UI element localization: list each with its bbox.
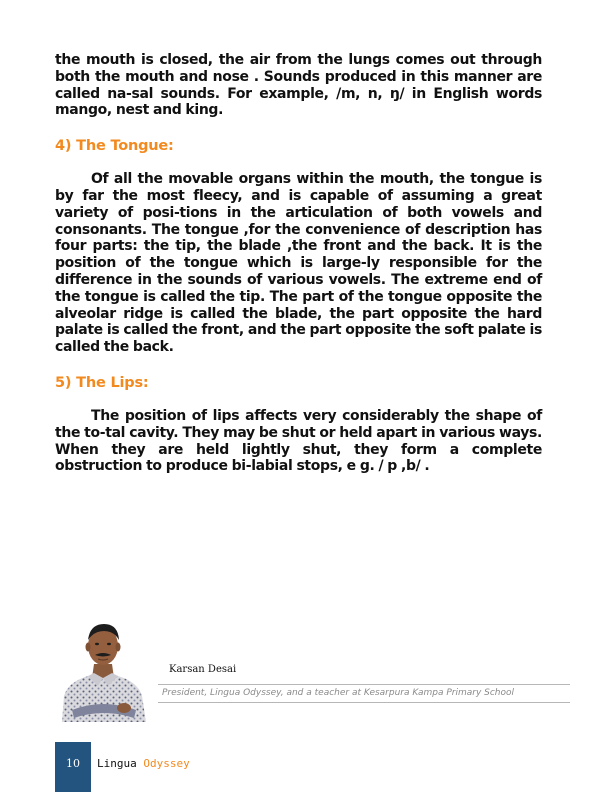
article-body [55, 52, 542, 475]
footer-brand [97, 757, 190, 770]
page-number: 10 [66, 757, 80, 770]
section-heading-lips: 5) The Lips: [55, 374, 149, 391]
brand-odyssey: Odyssey [143, 757, 190, 770]
brand-lingua: Lingua [97, 757, 137, 770]
author-name: Karsan Desai [169, 664, 237, 675]
divider-top [158, 684, 570, 685]
section-heading-tongue: 4) The Tongue: [55, 138, 174, 155]
paragraph-tongue: Of all the movable organs within the mouth, the tongue is by far the most fleecy, and is capable of assuming a great variety of posi-tions in the articulation of both vowels and consonants. The tongue ,for the convenience of description has four parts: the tip, the blade ,the front and the back. It is the position of the tongue which is large-ly responsible for the difference in the sounds of various vowels. The extreme end of the tongue is called the tip. The part of the tongue opposite the alveolar ridge is called the blade, the part opposite the hard palate is called the front, and the part opposite the soft palate is called the back. [55, 171, 542, 356]
page-number-tab [55, 742, 91, 792]
author-title: President, Lingua Odyssey, and a teacher at Kesarpura Kampa Primary School [162, 688, 515, 698]
paragraph-nasal-sounds: the mouth is closed, the air from the lungs comes out through both the mouth and nose . Sounds produced in this manner are called na-sal sounds. For example, /m, n, ŋ/ in English words mango, nest and king. [55, 52, 542, 119]
divider-bottom [158, 702, 570, 703]
author-photo [58, 618, 148, 722]
paragraph-lips: The position of lips affects very considerably the shape of the to-tal cavity. They may be shut or held apart in various ways. When they are held lightly shut, they form a complete obstruction to produce bi-labial stops, e g. / p ,b/ . [55, 407, 542, 475]
